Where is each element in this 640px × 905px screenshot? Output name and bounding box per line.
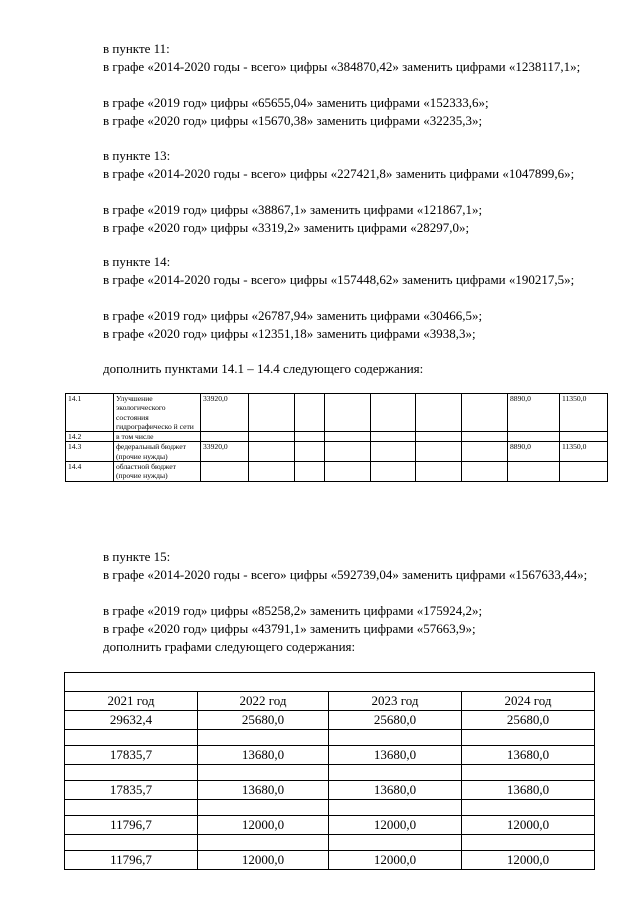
cell: 13680,0: [462, 781, 595, 800]
row-num: 14.2: [66, 432, 114, 442]
row-total: 33920,0: [201, 394, 249, 432]
cell: 12000,0: [198, 816, 329, 835]
empty-cell: [325, 432, 371, 442]
cell: 25680,0: [329, 711, 462, 730]
table-row: [65, 816, 595, 835]
empty-cell: [462, 394, 508, 432]
table-row: [66, 394, 608, 432]
cell: 11796,7: [65, 816, 198, 835]
cell: 12000,0: [198, 851, 329, 870]
cell: 13680,0: [198, 781, 329, 800]
cell: 29632,4: [65, 711, 198, 730]
cell: 12000,0: [462, 851, 595, 870]
row-value-b: 11350,0: [560, 394, 608, 432]
table-row: [65, 746, 595, 765]
table-spacer-row: [65, 765, 595, 781]
p13-line2: в графе «2019 год» цифры «38867,1» заменить цифрами «121867,1»;: [103, 202, 483, 217]
cell: 25680,0: [198, 711, 329, 730]
row-num: 14.3: [66, 442, 114, 462]
empty-cell: [416, 394, 462, 432]
cell: 12000,0: [329, 851, 462, 870]
cell: 11796,7: [65, 851, 198, 870]
supplement-text: дополнить пунктами 14.1 – 14.4 следующего содержания:: [103, 361, 424, 376]
table-row: [66, 462, 608, 482]
empty-cell: [416, 462, 462, 482]
row-value-b: 11350,0: [560, 442, 608, 462]
empty-cell: [371, 394, 416, 432]
cell: 12000,0: [329, 816, 462, 835]
empty-cell: [325, 462, 371, 482]
table-row: [66, 432, 608, 442]
empty-cell: [249, 462, 295, 482]
table-row: [65, 781, 595, 800]
p14-line1: в графе «2014-2020 годы - всего» цифры «157448,62» заменить цифрами «190217,5»;: [103, 272, 575, 287]
p14-line2: в графе «2019 год» цифры «26787,94» заменить цифрами «30466,5»;: [103, 308, 483, 323]
cell: 17835,7: [65, 746, 198, 765]
row-num: 14.1: [66, 394, 114, 432]
row-total: 33920,0: [201, 442, 249, 462]
table-row: [65, 851, 595, 870]
empty-cell: [462, 462, 508, 482]
empty-cell: [325, 442, 371, 462]
row-value-a: 8890,0: [508, 394, 560, 432]
p11-line2: в графе «2019 год» цифры «65655,04» заменить цифрами «152333,6»;: [103, 95, 489, 110]
empty-cell: [295, 442, 325, 462]
row-value-a: [508, 462, 560, 482]
empty-cell: [416, 432, 462, 442]
row-value-b: [560, 462, 608, 482]
header-2023: 2023 год: [329, 692, 462, 711]
header-2021: 2021 год: [65, 692, 198, 711]
empty-cell: [295, 462, 325, 482]
p15-line2: в графе «2019 год» цифры «85258,2» заменить цифрами «175924,2»;: [103, 603, 483, 618]
empty-cell: [325, 394, 371, 432]
row-name: Улучшение экологического состояния гидрографическо й сети: [114, 394, 201, 432]
table-spacer-row: [65, 835, 595, 851]
empty-cell: [371, 432, 416, 442]
years-table: [64, 672, 595, 870]
empty-cell: [295, 394, 325, 432]
empty-cell: [416, 442, 462, 462]
header-2022: 2022 год: [198, 692, 329, 711]
p13-line3: в графе «2020 год» цифры «3319,2» заменить цифрами «28297,0»;: [103, 220, 470, 235]
p11-line1: в графе «2014-2020 годы - всего» цифры «384870,42» заменить цифрами «1238117,1»;: [103, 59, 581, 74]
table-row: [65, 711, 595, 730]
items-14-table: [65, 393, 608, 482]
empty-cell: [295, 432, 325, 442]
empty-cell: [249, 432, 295, 442]
table-header-row: [65, 692, 595, 711]
row-name: федеральный бюджет (прочие нужды): [114, 442, 201, 462]
p11-line3: в графе «2020 год» цифры «15670,38» заменить цифрами «32235,3»;: [103, 113, 483, 128]
cell: 13680,0: [198, 746, 329, 765]
row-value-b: [560, 432, 608, 442]
p14-line3: в графе «2020 год» цифры «12351,18» заменить цифрами «3938,3»;: [103, 326, 476, 341]
row-name: в том числе: [114, 432, 201, 442]
empty-cell: [462, 442, 508, 462]
row-total: [201, 432, 249, 442]
cell: 12000,0: [462, 816, 595, 835]
cell: 17835,7: [65, 781, 198, 800]
p15-heading: в пункте 15:: [103, 549, 171, 564]
cell: 25680,0: [462, 711, 595, 730]
empty-cell: [462, 432, 508, 442]
cell: 13680,0: [329, 746, 462, 765]
empty-cell: [371, 442, 416, 462]
cell: 13680,0: [462, 746, 595, 765]
p11-heading: в пункте 11:: [103, 41, 170, 56]
row-num: 14.4: [66, 462, 114, 482]
empty-cell: [371, 462, 416, 482]
empty-cell: [249, 442, 295, 462]
row-name: областной бюджет (прочие нужды): [114, 462, 201, 482]
p15-line3: в графе «2020 год» цифры «43791,1» заменить цифрами «57663,9»;: [103, 621, 476, 636]
row-value-a: 8890,0: [508, 442, 560, 462]
cell: 13680,0: [329, 781, 462, 800]
empty-cell: [249, 394, 295, 432]
table-row: [66, 442, 608, 462]
table-spacer-row: [65, 730, 595, 746]
row-total: [201, 462, 249, 482]
table-spacer-row: [65, 800, 595, 816]
row-value-a: [508, 432, 560, 442]
p15-line1: в графе «2014-2020 годы - всего» цифры «592739,04» заменить цифрами «1567633,44»;: [103, 567, 588, 582]
p15-line4: дополнить графами следующего содержания:: [103, 639, 356, 654]
table-blank-row: [65, 673, 595, 692]
p13-line1: в графе «2014-2020 годы - всего» цифры «227421,8» заменить цифрами «1047899,6»;: [103, 166, 575, 181]
p14-heading: в пункте 14:: [103, 254, 171, 269]
p13-heading: в пункте 13:: [103, 148, 171, 163]
header-2024: 2024 год: [462, 692, 595, 711]
